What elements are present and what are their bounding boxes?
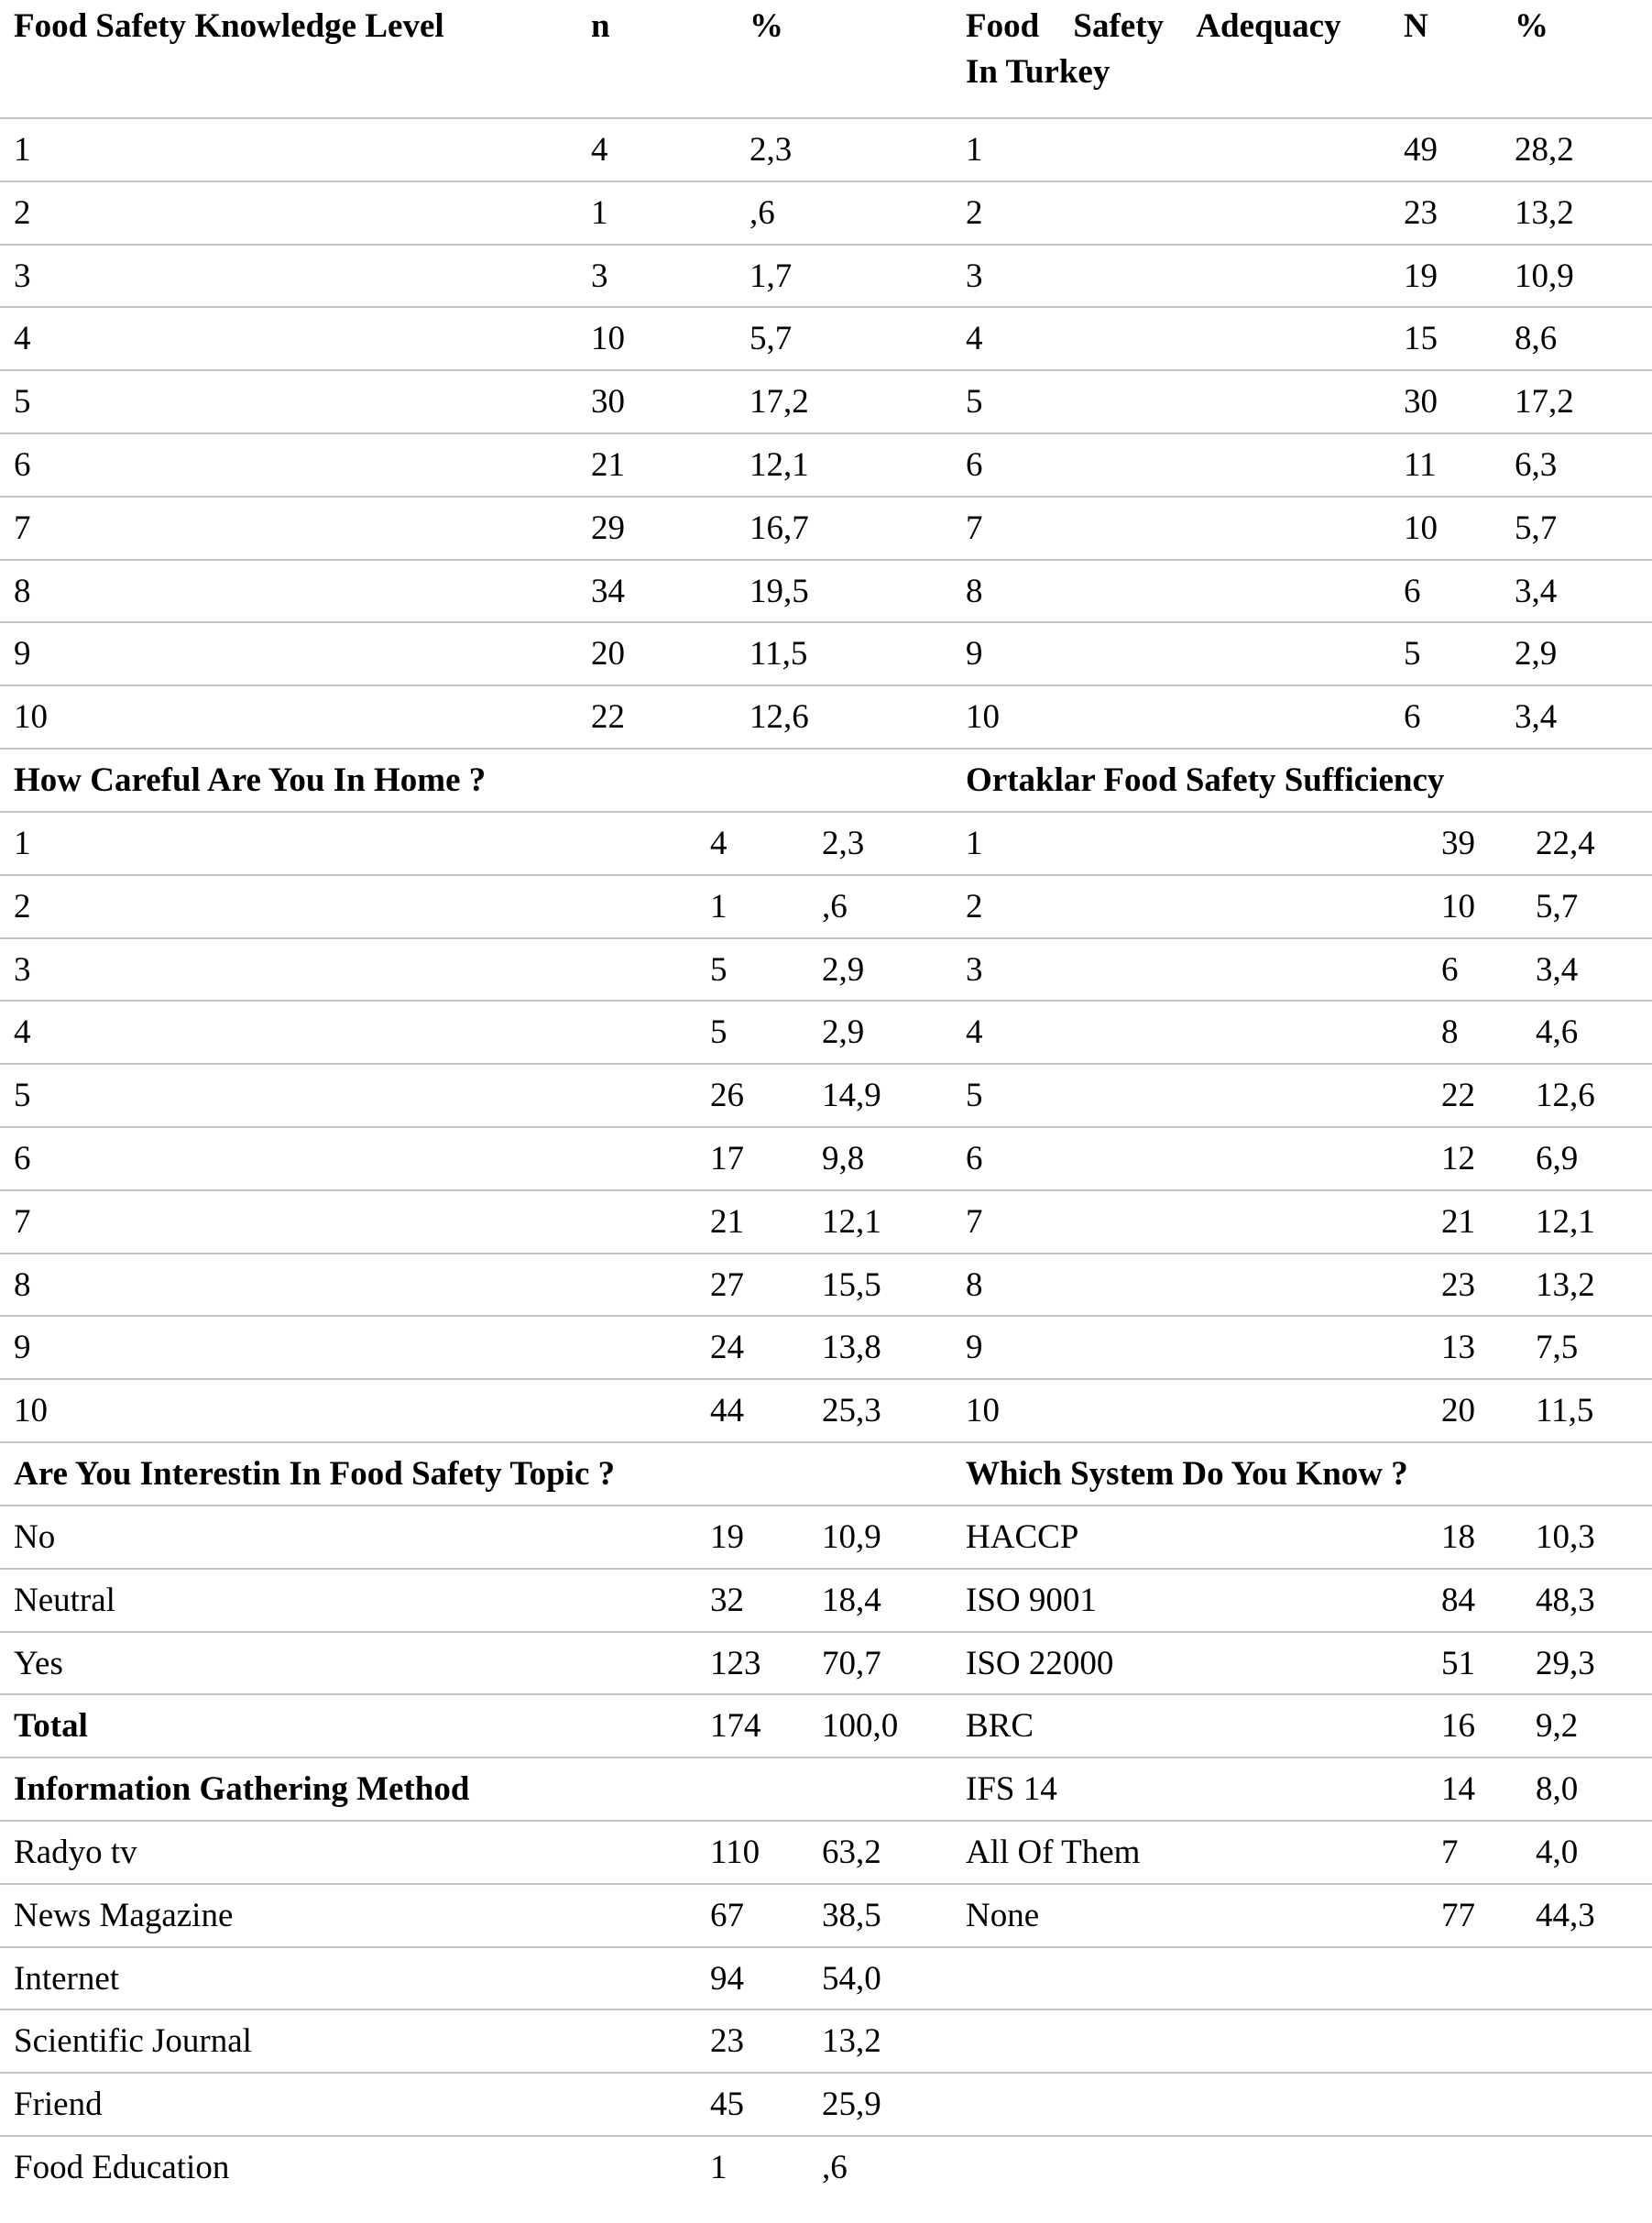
knowledge-pct-value: 1,7 — [749, 257, 793, 295]
careful-n-value: 24 — [710, 1329, 744, 1367]
knowledge-pct-value: 2,3 — [749, 131, 793, 169]
info-label: Food Education — [14, 2149, 230, 2186]
adequacy-pct-value: 6,3 — [1515, 446, 1558, 484]
interest-total-n-value: 174 — [710, 1707, 761, 1746]
info-label: Radyo tv — [14, 1834, 137, 1871]
ortaklar-level-label: 10 — [966, 1392, 1000, 1430]
interest-total-label: Total — [14, 1707, 88, 1746]
ortaklar-level-label: 7 — [966, 1202, 983, 1241]
adequacy-pct-value: 13,2 — [1515, 193, 1574, 232]
info-n-value: 94 — [710, 1959, 744, 1998]
adequacy-level-label: 4 — [966, 320, 983, 358]
table-row — [0, 1378, 1652, 1441]
knowledge-level-label: 5 — [14, 383, 31, 422]
ortaklar-level-label: 8 — [966, 1265, 983, 1304]
info-label: Internet — [14, 1959, 120, 1998]
ortaklar-pct-value: 22,4 — [1536, 825, 1595, 862]
adequacy-title-line2: In Turkey — [966, 53, 1110, 91]
careful-level-label: 2 — [14, 887, 31, 925]
careful-level-label: 4 — [14, 1013, 31, 1052]
knowledge-n-value: 29 — [591, 509, 625, 547]
careful-n-value: 26 — [710, 1077, 744, 1115]
interest-title: Are You Interestin In Food Safety Topic ? — [14, 1455, 616, 1493]
careful-n-value: 44 — [710, 1392, 744, 1430]
knowledge-pct-value: 17,2 — [749, 383, 809, 422]
careful-n-value: 21 — [710, 1202, 744, 1241]
adequacy-n-value: 6 — [1404, 572, 1421, 610]
table-row — [0, 369, 1652, 433]
table-row — [0, 117, 1652, 181]
adequacy-pct-value: 2,9 — [1515, 635, 1558, 673]
adequacy-n-value: 6 — [1404, 698, 1421, 737]
adequacy-level-label: 1 — [966, 131, 983, 169]
interest-label: No — [14, 1518, 56, 1556]
table-row — [0, 1631, 1652, 1694]
careful-pct-value: 2,3 — [822, 825, 865, 862]
careful-n-value: 5 — [710, 1013, 728, 1052]
info-n-value: 45 — [710, 2086, 744, 2124]
table-row — [0, 684, 1652, 748]
careful-pct-value: 25,3 — [822, 1392, 881, 1430]
adequacy-n-value: 19 — [1404, 257, 1438, 295]
ortaklar-n-value: 13 — [1441, 1329, 1475, 1367]
knowledge-pct-value: 19,5 — [749, 572, 809, 610]
ortaklar-level-label: 1 — [966, 825, 983, 862]
adequacy-title — [966, 4, 1369, 95]
interest-pct-value: 18,4 — [822, 1581, 881, 1619]
system-label: IFS 14 — [966, 1770, 1057, 1809]
info-n-value: 110 — [710, 1834, 760, 1871]
adequacy-level-label: 3 — [966, 257, 983, 295]
adequacy-col-n: N — [1404, 7, 1428, 45]
careful-pct-value: 14,9 — [822, 1077, 881, 1115]
careful-n-value: 17 — [710, 1140, 744, 1177]
table-row — [0, 811, 1652, 874]
careful-pct-value: 9,8 — [822, 1140, 865, 1177]
system-pct-value: 10,3 — [1536, 1518, 1595, 1556]
ortaklar-n-value: 21 — [1441, 1202, 1475, 1241]
adequacy-n-value: 30 — [1404, 383, 1438, 422]
table-row — [0, 1946, 1652, 2009]
careful-n-value: 5 — [710, 950, 728, 989]
info-n-value: 1 — [710, 2149, 728, 2186]
table-row — [0, 1820, 1652, 1883]
ortaklar-level-label: 9 — [966, 1329, 983, 1367]
adequacy-level-label: 9 — [966, 635, 983, 673]
knowledge-pct-value: ,6 — [749, 193, 775, 232]
ortaklar-pct-value: 12,1 — [1536, 1202, 1595, 1241]
careful-level-label: 9 — [14, 1329, 31, 1367]
table-row — [0, 1189, 1652, 1253]
careful-level-label: 3 — [14, 950, 31, 989]
table-row — [0, 1757, 1652, 1820]
info-pct-value: 25,9 — [822, 2086, 881, 2124]
table-row — [0, 2072, 1652, 2135]
knowledge-n-value: 34 — [591, 572, 625, 610]
careful-level-label: 10 — [14, 1392, 48, 1430]
system-n-value: 14 — [1441, 1770, 1475, 1809]
adequacy-level-label: 8 — [966, 572, 983, 610]
interest-pct-value: 10,9 — [822, 1518, 881, 1556]
adequacy-pct-value: 28,2 — [1515, 131, 1574, 169]
knowledge-title: Food Safety Knowledge Level — [14, 7, 444, 45]
careful-pct-value: 2,9 — [822, 1013, 865, 1052]
careful-level-label: 6 — [14, 1140, 31, 1177]
ortaklar-n-value: 10 — [1441, 887, 1475, 925]
system-pct-value: 48,3 — [1536, 1581, 1595, 1619]
adequacy-pct-value: 5,7 — [1515, 509, 1558, 547]
knowledge-pct-value: 12,6 — [749, 698, 809, 737]
system-n-value: 77 — [1441, 1896, 1475, 1934]
info-pct-value: 54,0 — [822, 1959, 881, 1998]
knowledge-pct-value: 12,1 — [749, 446, 809, 484]
section-header-row — [0, 748, 1652, 811]
knowledge-level-label: 4 — [14, 320, 31, 358]
systems-title: Which System Do You Know ? — [966, 1455, 1408, 1493]
interest-label: Yes — [14, 1644, 63, 1682]
system-pct-value: 44,3 — [1536, 1896, 1595, 1934]
system-label: HACCP — [966, 1518, 1079, 1556]
table-row — [0, 1063, 1652, 1126]
careful-pct-value: 2,9 — [822, 950, 865, 989]
careful-n-value: 1 — [710, 887, 728, 925]
ortaklar-level-label: 4 — [966, 1013, 983, 1052]
ortaklar-level-label: 6 — [966, 1140, 983, 1177]
adequacy-pct-value: 17,2 — [1515, 383, 1574, 422]
ortaklar-pct-value: 13,2 — [1536, 1265, 1595, 1304]
ortaklar-pct-value: 4,6 — [1536, 1013, 1579, 1052]
interest-n-value: 19 — [710, 1518, 744, 1556]
interest-pct-value: 70,7 — [822, 1644, 881, 1682]
knowledge-level-label: 3 — [14, 257, 31, 295]
interest-n-value: 32 — [710, 1581, 744, 1619]
ortaklar-n-value: 39 — [1441, 825, 1475, 862]
info-pct-value: 63,2 — [822, 1834, 881, 1871]
system-label: BRC — [966, 1707, 1034, 1746]
knowledge-level-label: 7 — [14, 509, 31, 547]
knowledge-level-label: 1 — [14, 131, 31, 169]
system-pct-value: 9,2 — [1536, 1707, 1579, 1746]
careful-pct-value: 13,8 — [822, 1329, 881, 1367]
system-n-value: 51 — [1441, 1644, 1475, 1682]
knowledge-level-label: 8 — [14, 572, 31, 610]
ortaklar-pct-value: 3,4 — [1536, 950, 1579, 989]
info-pct-value: 13,2 — [822, 2022, 881, 2061]
adequacy-level-label: 2 — [966, 193, 983, 232]
adequacy-title-line1: Food Safety Adequacy — [966, 7, 1341, 45]
table-row — [0, 1568, 1652, 1631]
table-row — [0, 2009, 1652, 2072]
ortaklar-level-label: 2 — [966, 887, 983, 925]
adequacy-pct-value: 3,4 — [1515, 572, 1558, 610]
careful-n-value: 27 — [710, 1265, 744, 1304]
info-n-value: 23 — [710, 2022, 744, 2061]
info-label: Friend — [14, 2086, 103, 2124]
table-row — [0, 1253, 1652, 1316]
system-n-value: 7 — [1441, 1834, 1459, 1871]
interest-total-pct-value: 100,0 — [822, 1707, 899, 1746]
adequacy-n-value: 23 — [1404, 193, 1438, 232]
table-row — [0, 244, 1652, 307]
adequacy-n-value: 5 — [1404, 635, 1421, 673]
adequacy-level-label: 7 — [966, 509, 983, 547]
adequacy-pct-value: 8,6 — [1515, 320, 1558, 358]
section-header-row — [0, 1441, 1652, 1505]
table-row — [0, 1883, 1652, 1946]
knowledge-level-label: 2 — [14, 193, 31, 232]
knowledge-level-label: 10 — [14, 698, 48, 737]
careful-title: How Careful Are You In Home ? — [14, 761, 487, 799]
ortaklar-level-label: 3 — [966, 950, 983, 989]
table-row — [0, 2135, 1652, 2198]
ortaklar-n-value: 6 — [1441, 950, 1459, 989]
system-n-value: 84 — [1441, 1581, 1475, 1619]
knowledge-level-label: 6 — [14, 446, 31, 484]
knowledge-n-value: 30 — [591, 383, 625, 422]
table-row — [0, 306, 1652, 369]
table-row — [0, 496, 1652, 559]
table-row — [0, 1693, 1652, 1757]
system-n-value: 16 — [1441, 1707, 1475, 1746]
knowledge-n-value: 3 — [591, 257, 608, 295]
careful-level-label: 8 — [14, 1265, 31, 1304]
ortaklar-level-label: 5 — [966, 1077, 983, 1115]
knowledge-n-value: 10 — [591, 320, 625, 358]
table-row — [0, 181, 1652, 244]
ortaklar-pct-value: 5,7 — [1536, 887, 1579, 925]
careful-n-value: 4 — [710, 825, 728, 862]
system-pct-value: 4,0 — [1536, 1834, 1579, 1871]
system-label: None — [966, 1896, 1040, 1934]
system-pct-value: 8,0 — [1536, 1770, 1579, 1809]
ortaklar-n-value: 12 — [1441, 1140, 1475, 1177]
careful-level-label: 5 — [14, 1077, 31, 1115]
system-pct-value: 29,3 — [1536, 1644, 1595, 1682]
adequacy-level-label: 6 — [966, 446, 983, 484]
ortaklar-n-value: 20 — [1441, 1392, 1475, 1430]
knowledge-level-label: 9 — [14, 635, 31, 673]
ortaklar-pct-value: 7,5 — [1536, 1329, 1579, 1367]
adequacy-n-value: 49 — [1404, 131, 1438, 169]
ortaklar-pct-value: 11,5 — [1536, 1392, 1594, 1430]
knowledge-n-value: 21 — [591, 446, 625, 484]
adequacy-level-label: 10 — [966, 698, 1000, 737]
info-n-value: 67 — [710, 1896, 744, 1934]
info-pct-value: ,6 — [822, 2149, 848, 2186]
careful-level-label: 1 — [14, 825, 31, 862]
adequacy-level-label: 5 — [966, 383, 983, 422]
table-row — [0, 1126, 1652, 1189]
info-pct-value: 38,5 — [822, 1896, 881, 1934]
ortaklar-n-value: 22 — [1441, 1077, 1475, 1115]
careful-pct-value: ,6 — [822, 887, 848, 925]
ortaklar-n-value: 8 — [1441, 1013, 1459, 1052]
adequacy-n-value: 10 — [1404, 509, 1438, 547]
adequacy-pct-value: 3,4 — [1515, 698, 1558, 737]
info-title: Information Gathering Method — [14, 1770, 470, 1809]
knowledge-col-pct: % — [749, 7, 783, 45]
knowledge-col-n: n — [591, 7, 610, 45]
ortaklar-title: Ortaklar Food Safety Sufficiency — [966, 761, 1445, 799]
system-n-value: 18 — [1441, 1518, 1475, 1556]
system-label: ISO 22000 — [966, 1644, 1114, 1682]
table-row — [0, 559, 1652, 622]
knowledge-n-value: 20 — [591, 635, 625, 673]
knowledge-pct-value: 11,5 — [749, 635, 808, 673]
careful-pct-value: 15,5 — [822, 1265, 881, 1304]
knowledge-pct-value: 16,7 — [749, 509, 809, 547]
adequacy-pct-value: 10,9 — [1515, 257, 1574, 295]
system-label: ISO 9001 — [966, 1581, 1097, 1619]
knowledge-n-value: 22 — [591, 698, 625, 737]
table-row — [0, 1315, 1652, 1378]
knowledge-n-value: 1 — [591, 193, 608, 232]
interest-n-value: 123 — [710, 1644, 761, 1682]
info-label: News Magazine — [14, 1896, 234, 1934]
info-label: Scientific Journal — [14, 2022, 252, 2061]
knowledge-n-value: 4 — [591, 131, 608, 169]
table-row — [0, 1000, 1652, 1063]
table-row — [0, 621, 1652, 684]
adequacy-n-value: 15 — [1404, 320, 1438, 358]
careful-level-label: 7 — [14, 1202, 31, 1241]
careful-pct-value: 12,1 — [822, 1202, 881, 1241]
table-row — [0, 937, 1652, 1001]
system-label: All Of Them — [966, 1834, 1141, 1871]
table-header-row — [0, 0, 1652, 117]
interest-label: Neutral — [14, 1581, 115, 1619]
table-row — [0, 1505, 1652, 1568]
ortaklar-pct-value: 6,9 — [1536, 1140, 1579, 1177]
adequacy-n-value: 11 — [1404, 446, 1437, 484]
table-row — [0, 433, 1652, 496]
table-row — [0, 874, 1652, 937]
ortaklar-n-value: 23 — [1441, 1265, 1475, 1304]
adequacy-col-pct: % — [1515, 7, 1548, 45]
ortaklar-pct-value: 12,6 — [1536, 1077, 1595, 1115]
knowledge-pct-value: 5,7 — [749, 320, 793, 358]
